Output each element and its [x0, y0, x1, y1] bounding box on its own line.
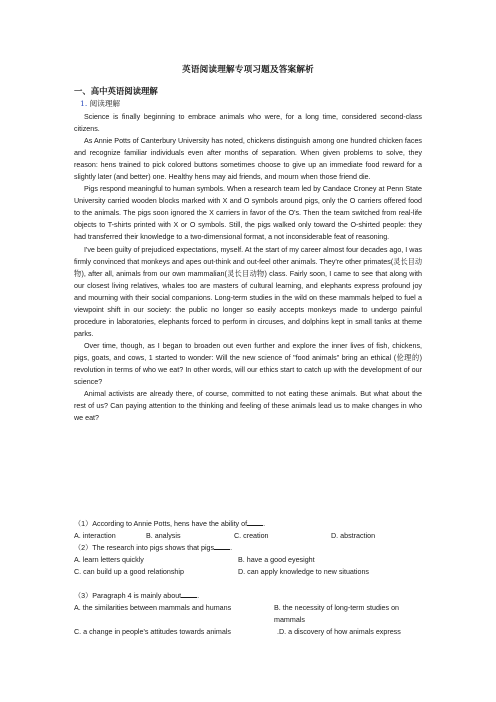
- answer-blank: [181, 590, 200, 600]
- paragraph: Science is finally beginning to embrace animals who were, for a long time, considered second-class citizens.: [74, 113, 422, 134]
- option-c[interactable]: C. a change in people's attitudes towards animals: [74, 628, 231, 636]
- document-title: 英语阅读理解专项习题及答案解析: [182, 65, 314, 75]
- paragraph: Pigs respond meaningful to human symbols. When a research team led by Candace Croney at Penn State University carried wooden blocks marked with X and O symbols around pigs, only the O carriers offered food to the animals. The pigs soon ignored the X carriers in favor of the O's. Then the team switched from real-life objects to T-shirts printed with X or O symbols. Still, the pigs walked only toward the O-shirted people: they had transferred their knowledge to a two-dimensional format, a not inconsiderable feat of reasoning.: [74, 185, 422, 242]
- option-c[interactable]: C. creation: [234, 532, 269, 540]
- option-d[interactable]: .D. a discovery of how animals express: [277, 628, 401, 636]
- question-heading: [80, 98, 120, 109]
- question-stem-text: （2）The research into pigs shows that pigs: [74, 544, 215, 552]
- paragraph: I've been guilty of prejudiced expectations, myself. At the start of my career almost four decades ago, I was firmly convinced that monkeys and apes out-think and out-feel other animals. They're other primates(灵长目动物), after all, animals from our own mammalian(灵长目动物) class. Fairly soon, I came to see that along with our closest living relatives, whales too are masters of cultural learning, and elephants express profound joy and mourning with their social companions. Long-term studies in the wild on these mammals helped to fuel a viewpoint shift in our society: the public no longer so easily accepts monkeys made to undergo painful procedure in laboratories, elephants forced to perform in circuses, and dolphins kept in small tanks at theme parks.: [74, 245, 422, 338]
- section-heading: 一、高中英语阅读理解: [74, 86, 158, 96]
- question-type: 阅读理解: [89, 99, 121, 108]
- paragraph: Animal activists are already there, of course, committed to not eating these animals. But what about the rest of us? Can paying attention to the thinking and feeling of these animals lead us to make changes in who we eat?: [74, 390, 422, 423]
- question-number: 1.: [80, 99, 88, 108]
- option-d[interactable]: D. abstraction: [331, 532, 376, 540]
- question-stem-end: .: [230, 544, 233, 552]
- question-1-stem: [74, 518, 422, 530]
- option-a[interactable]: A. learn letters quickly: [74, 556, 144, 564]
- question-2-stem: [74, 542, 422, 554]
- paragraph: Over time, though, as I began to broaden out even further and explore the inner lives of fish, chickens, pigs, goats, and cows, 1 started to wonder: Will the new science of "food animals" bring an ethical (伦理的) revolution in terms of who we eat? In other words, will our ethics start to catch up with the development of our science?: [74, 341, 422, 387]
- answer-blank: [214, 542, 233, 552]
- answer-blank: [247, 518, 266, 528]
- option-c[interactable]: C. can build up a good relationship: [74, 568, 184, 576]
- question-stem-text: （1）According to Annie Potts, hens have the ability of: [74, 520, 248, 528]
- question-stem-text: （3）Paragraph 4 is mainly about: [74, 592, 182, 600]
- question-3-stem: [74, 590, 422, 602]
- question-1-options: [74, 530, 422, 542]
- passage: [74, 111, 422, 424]
- option-a[interactable]: A. the similarities between mammals and humans: [74, 604, 232, 612]
- question-2-options: [74, 554, 422, 578]
- question-3-options: [74, 602, 422, 650]
- option-a[interactable]: A. interaction: [74, 532, 116, 540]
- option-b[interactable]: B. have a good eyesight: [238, 556, 315, 564]
- option-b[interactable]: B. analysis: [146, 532, 181, 540]
- option-d[interactable]: D. can apply knowledge to new situations: [238, 568, 369, 576]
- question-stem-end: .: [263, 520, 266, 528]
- question-stem-end: .: [197, 592, 200, 600]
- option-b[interactable]: B. the necessity of long-term studies on mammals: [274, 604, 400, 625]
- paragraph: As Annie Potts of Canterbury University has noted, chickens distinguish among one hundred chicken faces and recognize familiar individuals even after months of separation. When given problems to solve, they reason: hens trained to pick colored buttons sometimes choose to give up an immediate food reward for a slightly later (and better) one. Healthy hens may aid friends, and mourn when those friend die.: [74, 137, 422, 182]
